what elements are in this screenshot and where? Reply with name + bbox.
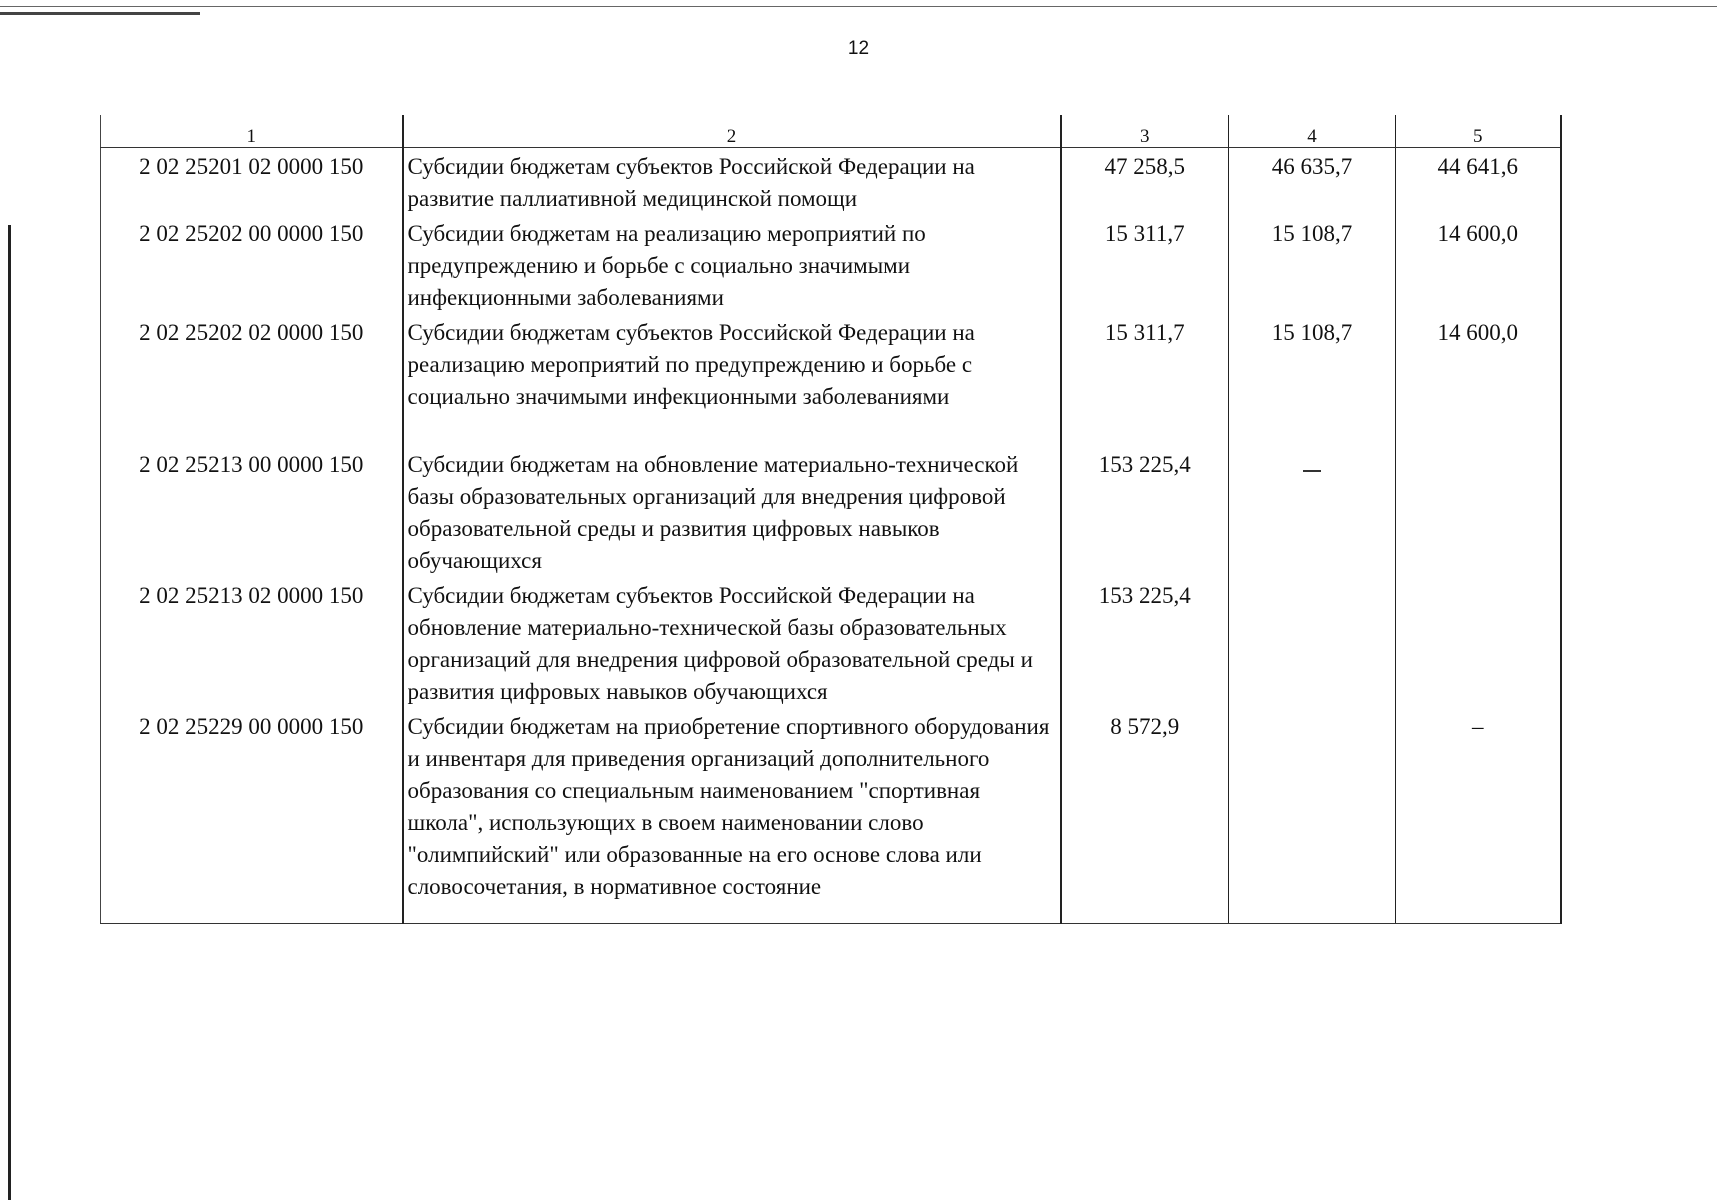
row-name: Субсидии бюджетам субъектов Российской Федерации на развитие паллиативной медицинской помощи [403, 148, 1061, 216]
row-value-5: 14 600,0 [1396, 314, 1561, 413]
row-value-4 [1229, 708, 1396, 924]
row-name: Субсидии бюджетам на реализацию мероприятий по предупреждению и борьбе с социально значимыми инфекционными заболеваниями [403, 215, 1061, 314]
table-row [101, 413, 1561, 577]
row-value-5: 44 641,6 [1396, 148, 1561, 216]
row-value-3: 8 572,9 [1061, 708, 1229, 924]
row-code: 2 02 25202 02 0000 150 [101, 314, 403, 413]
row-value-3: 15 311,7 [1104, 320, 1185, 345]
empty-value-dash [1303, 470, 1321, 472]
budget-table [100, 115, 1562, 924]
row-value-4 [1229, 577, 1396, 708]
row-code: 2 02 25229 00 0000 150 [101, 708, 403, 924]
row-name: Субсидии бюджетам субъектов Российской Федерации на обновление материально-технической базы образовательных организаций для внедрения цифровой образовательной среды и развития цифровых навыков обучающихся [403, 577, 1061, 708]
scan-artifact-top-mark [0, 12, 200, 15]
row-code: 2 02 25201 02 0000 150 [101, 148, 403, 216]
table-row [101, 577, 1561, 708]
row-code: 2 02 25213 00 0000 150 [101, 413, 403, 577]
row-value-3: 153 225,4 [1098, 583, 1191, 608]
row-value-4 [1229, 413, 1396, 577]
row-name: Субсидии бюджетам на приобретение спортивного оборудования и инвентаря для приведения организаций дополнительного образования со специальным наименованием "спортивная школа", использующих в своем наименовании слово "олимпийский" или образованные на его основе слова или словосочетания, в нормативное состояние [403, 708, 1061, 924]
row-name: Субсидии бюджетам на обновление материально-технической базы образовательных организаций для внедрения цифровой образовательной среды и развития цифровых навыков обучающихся [403, 413, 1061, 577]
header-col-5: 5 [1396, 115, 1561, 148]
table-row [101, 148, 1561, 216]
scan-artifact-top-line [0, 6, 1717, 7]
table-header-row [101, 115, 1561, 148]
table-row [101, 215, 1561, 314]
row-code: 2 02 25202 00 0000 150 [101, 215, 403, 314]
header-col-3: 3 [1061, 115, 1229, 148]
row-value-5: 14 600,0 [1396, 215, 1561, 314]
header-col-4: 4 [1229, 115, 1396, 148]
row-value-4: 15 108,7 [1229, 314, 1396, 413]
page-number: 12 [847, 38, 870, 59]
scan-artifact-left-edge [8, 225, 11, 1200]
row-value-3: 15 311,7 [1104, 221, 1185, 246]
table-row [101, 708, 1561, 924]
row-value-5 [1396, 413, 1561, 577]
row-value-4: 46 635,7 [1229, 148, 1396, 216]
row-name: Субсидии бюджетам субъектов Российской Федерации на реализацию мероприятий по предупреждению и борьбе с социально значимыми инфекционными заболеваниями [403, 314, 1061, 413]
header-col-1: 1 [101, 115, 403, 148]
row-value-4: 15 108,7 [1229, 215, 1396, 314]
table-row [101, 314, 1561, 413]
row-value-3: 47 258,5 [1104, 154, 1185, 179]
header-col-2: 2 [403, 115, 1061, 148]
row-value-3: 153 225,4 [1098, 452, 1191, 477]
row-value-5 [1396, 577, 1561, 708]
row-code: 2 02 25213 02 0000 150 [101, 577, 403, 708]
row-value-5: – [1396, 708, 1561, 924]
